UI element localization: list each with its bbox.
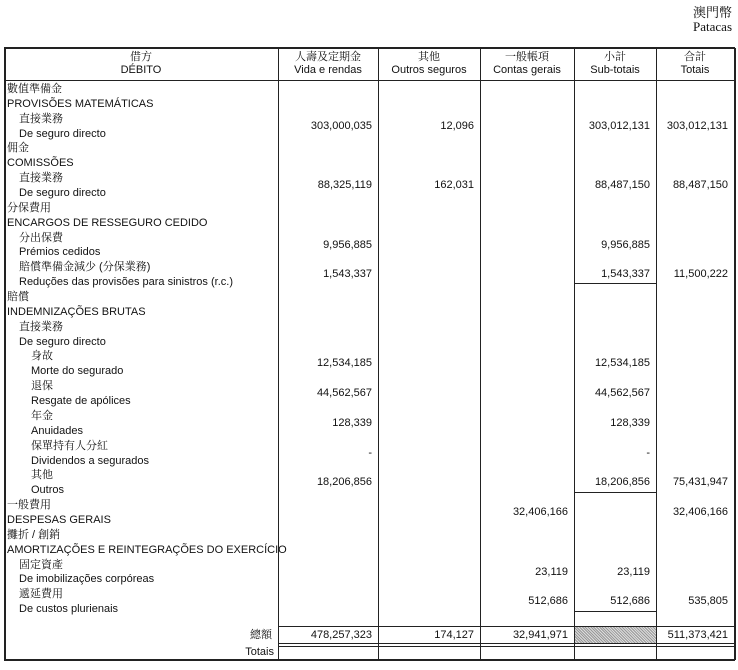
header-total-zh: 合計	[684, 51, 706, 63]
value-total: 88,487,150	[672, 179, 728, 192]
value-contas: 32,406,166	[512, 506, 568, 519]
row-label: Prémios cedidos	[19, 246, 101, 259]
value-subtotal: 12,534,185	[594, 357, 650, 370]
value-vida: 303,000,035	[310, 119, 372, 132]
row-label: 身故	[31, 350, 53, 363]
row-label: Morte do segurado	[31, 365, 124, 378]
row-label: 其他	[31, 469, 53, 482]
row-label: 退保	[31, 380, 53, 393]
row-label: 直接業務	[19, 320, 63, 333]
row-label: 賠償	[7, 291, 29, 304]
value-vida: 12,534,185	[316, 357, 372, 370]
value-subtotal: 88,487,150	[594, 179, 650, 192]
column-divider	[378, 48, 379, 660]
value-subtotal: -	[646, 446, 650, 459]
currency-zh: 澳門幣	[692, 5, 732, 20]
header-general-pt: Contas gerais	[493, 64, 561, 76]
header-subtotal	[574, 51, 656, 77]
value-subtotal: 128,339	[610, 416, 650, 429]
total-contas: 32,941,971	[512, 629, 568, 641]
row-label: De seguro directo	[19, 127, 106, 140]
value-total: 11,500,222	[673, 268, 728, 281]
value-contas: 23,119	[535, 565, 568, 578]
row-label: COMISSÕES	[7, 157, 74, 170]
column-divider	[4, 48, 6, 660]
header-subtotal-pt: Sub-totais	[590, 64, 640, 76]
header-total	[656, 51, 734, 77]
value-subtotal: 9,956,885	[601, 238, 650, 251]
row-label: 遞延費用	[19, 588, 63, 601]
subtotal-shaded-cell	[575, 627, 656, 643]
value-subtotal: 303,012,131	[588, 119, 650, 132]
row-label: 分保費用	[7, 201, 51, 214]
value-total: 75,431,947	[672, 476, 728, 489]
value-subtotal: 44,562,567	[594, 387, 650, 400]
row-label: 年金	[31, 409, 53, 422]
table-bottom-border	[4, 659, 735, 661]
totals-double-line	[278, 646, 734, 647]
row-label: 保單持有人分紅	[31, 439, 108, 452]
header-subtotal-zh: 小計	[604, 51, 626, 63]
currency-pt: Patacas	[693, 19, 732, 34]
column-divider	[656, 48, 657, 660]
subtotal-divider	[574, 492, 656, 493]
header-life-pt: Vida e rendas	[294, 64, 362, 76]
row-label: 固定資產	[19, 558, 63, 571]
total-vida: 478,257,323	[310, 629, 372, 641]
row-label: INDEMNIZAÇÕES BRUTAS	[7, 305, 146, 318]
row-label: PROVISÕES MATEMÁTICAS	[7, 97, 154, 110]
header-top-border	[4, 47, 735, 49]
header-other-zh: 其他	[418, 51, 440, 63]
value-vida: 18,206,856	[316, 476, 372, 489]
total-total: 511,373,421	[667, 629, 728, 641]
total-outros: 174,127	[434, 629, 474, 641]
row-label: 賠償準備金減少 (分保業務)	[19, 261, 151, 274]
header-debit-pt: DÉBITO	[120, 64, 162, 76]
value-vida: 44,562,567	[316, 387, 372, 400]
header-life-zh: 人壽及定期金	[295, 51, 361, 63]
row-label: 一般費用	[7, 499, 51, 512]
header-other-pt: Outros seguros	[391, 64, 467, 76]
header-general	[480, 51, 574, 77]
value-contas: 512,686	[528, 595, 568, 608]
value-vida: 9,956,885	[323, 238, 372, 251]
row-label: De seguro directo	[19, 187, 106, 200]
header-general-zh: 一般帳項	[505, 51, 549, 63]
row-label: Anuidades	[31, 424, 83, 437]
value-total: 535,805	[688, 595, 728, 608]
subtotal-divider	[574, 283, 656, 284]
value-subtotal: 23,119	[617, 565, 650, 578]
row-label: 攤折 / 創銷	[7, 528, 61, 541]
header-total-pt: Totais	[680, 64, 710, 76]
row-label: 數值準備金	[7, 83, 62, 95]
value-vida: 128,339	[332, 416, 372, 429]
subtotal-divider	[574, 611, 656, 612]
totals-label-pt: Totais	[245, 646, 274, 658]
value-subtotal: 512,686	[610, 595, 650, 608]
header-bottom-border	[4, 80, 735, 81]
header-debit	[4, 51, 278, 77]
row-label: 直接業務	[19, 112, 63, 125]
totals-label-zh: 總額	[250, 629, 272, 641]
value-vida: 1,543,337	[323, 268, 372, 281]
row-label: 佣金	[7, 142, 29, 155]
header-life	[278, 51, 378, 77]
value-vida: -	[368, 446, 372, 459]
totals-double-line	[278, 643, 734, 644]
row-label: DESPESAS GERAIS	[7, 513, 111, 526]
column-divider	[734, 48, 736, 660]
value-subtotal: 1,543,337	[601, 268, 650, 281]
value-subtotal: 18,206,856	[594, 476, 650, 489]
header-debit-zh: 借方	[130, 51, 152, 63]
column-divider	[278, 48, 279, 660]
row-label: Dividendos a segurados	[31, 454, 150, 467]
row-label: ENCARGOS DE RESSEGURO CEDIDO	[7, 216, 208, 229]
row-label: Resgate de apólices	[31, 395, 131, 408]
value-total: 303,012,131	[666, 119, 728, 132]
header-other	[378, 51, 480, 77]
value-outros: 162,031	[434, 179, 474, 192]
row-label: De seguro directo	[19, 335, 106, 348]
totals-top-border	[278, 626, 734, 627]
value-outros: 12,096	[440, 119, 474, 132]
row-label: De imobilizações corpóreas	[19, 573, 155, 586]
row-label: Outros	[31, 484, 65, 497]
row-label: Reduções das provisões para sinistros (r.c.)	[19, 276, 233, 289]
value-total: 32,406,166	[672, 506, 728, 519]
row-label: 直接業務	[19, 172, 63, 185]
row-label: De custos plurienais	[19, 603, 119, 616]
value-vida: 88,325,119	[317, 179, 372, 192]
row-label: AMORTIZAÇÕES E REINTEGRAÇÕES DO EXERCÍCIO	[7, 543, 287, 556]
row-label: 分出保費	[19, 231, 63, 244]
